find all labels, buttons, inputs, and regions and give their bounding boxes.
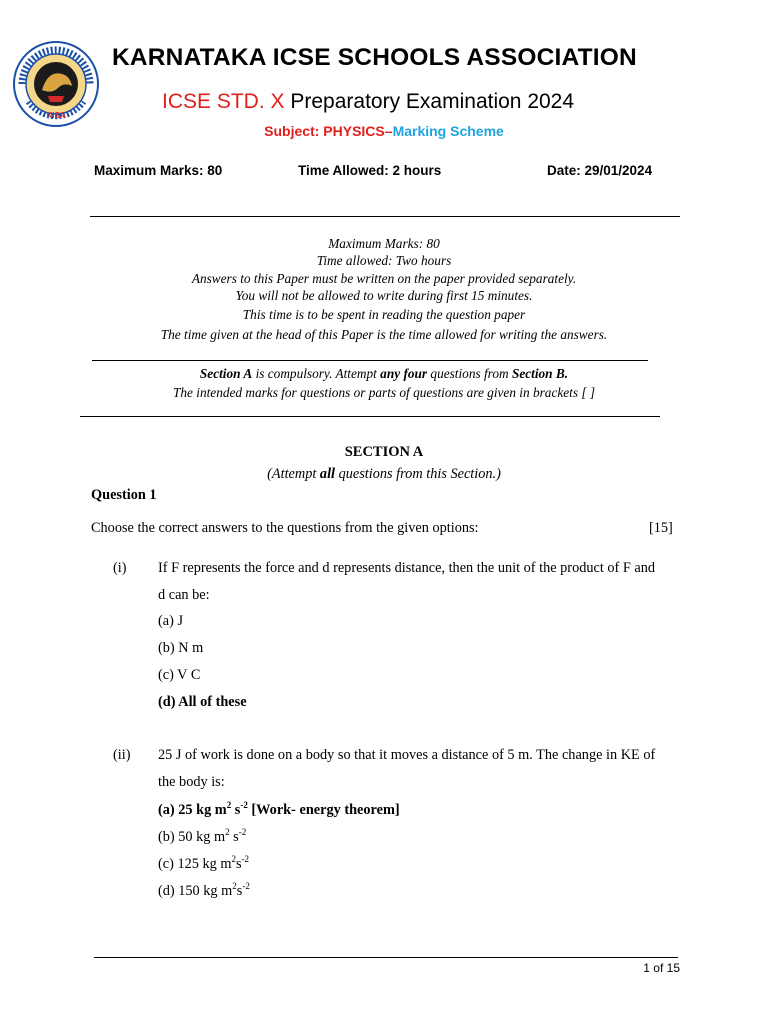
questions-from: questions from <box>427 366 512 381</box>
note-close: questions from this Section.) <box>335 466 501 482</box>
question-instruction: Choose the correct answers to the questions from the given options: <box>91 520 479 536</box>
divider <box>92 360 648 361</box>
part-text: If F represents the force and d represents distance, then the unit of the product of F and <box>158 560 656 576</box>
instruction-line: This time is to be spent in reading the question paper <box>242 307 526 322</box>
exam-name: Preparatory Examination 2024 <box>290 90 575 113</box>
instruction-line: Answers to this Paper must be written on the paper provided separately. <box>191 271 577 286</box>
answer-text: s <box>231 801 241 818</box>
instruction-line: Maximum Marks: 80 <box>328 236 440 251</box>
page-number: 1 of 15 <box>643 961 680 975</box>
answer-text: (a) 25 kg m <box>158 801 227 818</box>
superscript: -2 <box>238 827 247 837</box>
marks-note: The intended marks for questions or parts of questions are given in brackets [ ] <box>172 385 596 400</box>
superscript: 2 <box>226 800 232 810</box>
part-text: the body is: <box>158 774 225 790</box>
part-number: (i) <box>113 560 127 576</box>
option <box>158 827 246 846</box>
kisa-logo <box>12 40 100 128</box>
logo-text: KISA <box>46 111 66 120</box>
exam-date: Date: 29/01/2024 <box>547 163 653 178</box>
option-text: s <box>235 855 242 872</box>
option <box>158 854 249 873</box>
section-b-label: Section B. <box>511 366 569 381</box>
option-text: (c) 125 kg m <box>158 855 232 872</box>
option: (b) N m <box>158 640 204 656</box>
section-instruction <box>0 366 768 382</box>
option-text: s <box>236 882 243 899</box>
part-text: 25 J of work is done on a body so that it moves a distance of 5 m. The change in KE of <box>158 747 656 763</box>
option: (c) V C <box>158 667 201 683</box>
option: (a) J <box>158 613 184 629</box>
superscript: 2 <box>231 854 236 864</box>
subject-suffix: Marking Scheme <box>392 123 504 139</box>
superscript: 2 <box>232 881 237 891</box>
subject-line <box>0 123 768 139</box>
section-a-label: Section A <box>199 366 253 381</box>
note-all: all <box>319 466 336 482</box>
section-a-note <box>0 466 768 483</box>
exam-class: ICSE STD. X <box>162 90 285 113</box>
any-four: any four <box>380 366 428 381</box>
superscript: -2 <box>241 854 250 864</box>
part-text: d can be: <box>158 587 210 603</box>
option-text: s <box>229 828 239 845</box>
correct-answer <box>158 800 400 819</box>
answer-note: [Work- energy theorem] <box>247 801 400 818</box>
instruction-line: You will not be allowed to write during first 15 minutes. <box>235 288 533 303</box>
part-number: (ii) <box>113 747 131 763</box>
option <box>158 881 250 900</box>
superscript: -2 <box>242 881 250 891</box>
instruction-line: The time given at the head of this Paper is the time allowed for writing the answers. <box>160 327 608 342</box>
subject-label: Subject: <box>264 123 320 139</box>
correct-answer: (d) All of these <box>158 694 247 710</box>
organization-name: KARNATAKA ICSE SCHOOLS ASSOCIATION <box>112 44 637 71</box>
superscript: -2 <box>240 800 248 810</box>
note-open: (Attempt <box>267 466 320 482</box>
question-marks: [15] <box>649 520 673 536</box>
subject-dash: – <box>384 123 393 139</box>
divider <box>80 416 660 417</box>
question-heading: Question 1 <box>91 487 157 503</box>
option-text: (d) 150 kg m <box>158 882 233 899</box>
subject-name: PHYSICS <box>323 123 385 139</box>
max-marks: Maximum Marks: 80 <box>94 163 223 178</box>
time-allowed: Time Allowed: 2 hours <box>298 163 442 178</box>
footer-divider <box>94 957 678 958</box>
option-text: (b) 50 kg m <box>158 828 226 845</box>
compulsory-text: is compulsory. Attempt <box>252 366 381 381</box>
instruction-line: Time allowed: Two hours <box>316 253 452 268</box>
exam-title <box>162 90 574 114</box>
divider <box>90 216 680 217</box>
superscript: 2 <box>225 827 230 837</box>
section-a-title: SECTION A <box>344 444 424 460</box>
